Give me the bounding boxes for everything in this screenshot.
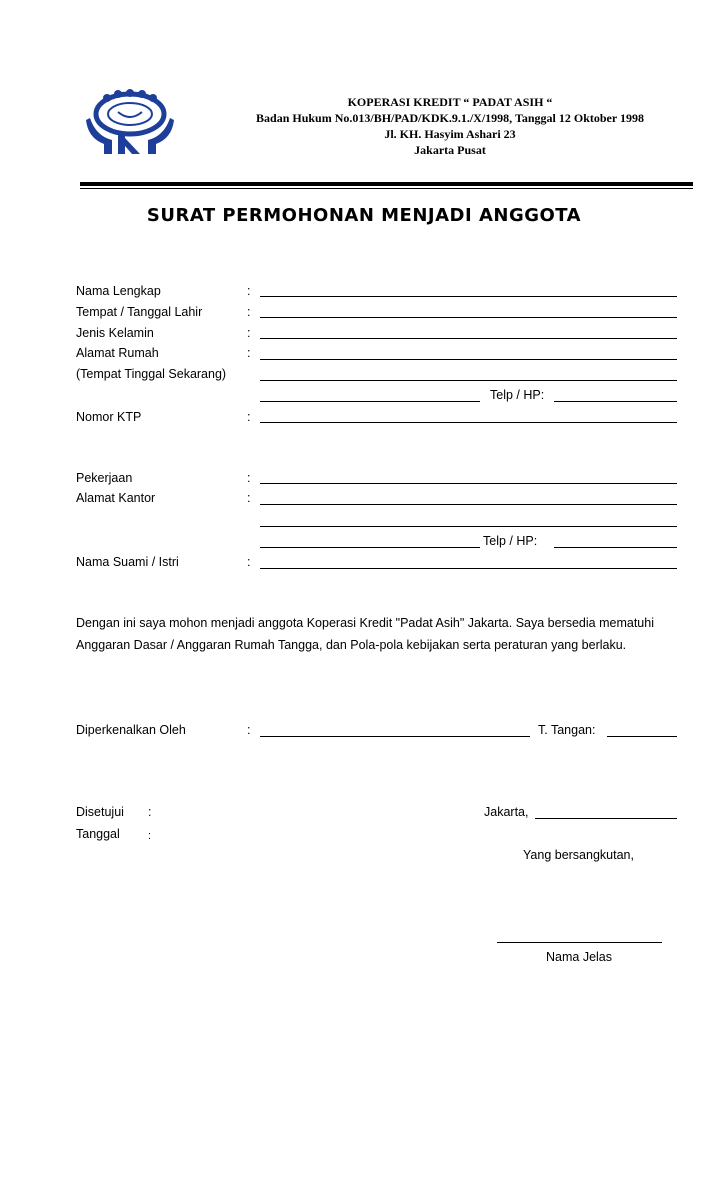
label-nama-jelas: Nama Jelas	[546, 950, 612, 964]
label-jakarta: Jakarta,	[484, 805, 529, 819]
colon: :	[247, 723, 251, 737]
input-line-tanda-tangan[interactable]	[607, 736, 677, 737]
label-diperkenalkan-oleh: Diperkenalkan Oleh	[76, 723, 186, 737]
cooperative-logo	[82, 88, 178, 158]
logo-emblem-icon	[82, 88, 178, 158]
label-tempat-tanggal-lahir: Tempat / Tanggal Lahir	[76, 305, 203, 319]
input-line-nomor-ktp[interactable]	[260, 422, 677, 423]
input-line-alamat-kantor[interactable]	[260, 504, 677, 505]
header-divider-thick	[80, 182, 693, 186]
signature-line[interactable]	[497, 942, 662, 943]
label-tanda-tangan: T. Tangan:	[538, 723, 596, 737]
org-name: KOPERASI KREDIT “ PADAT ASIH “	[347, 95, 553, 109]
label-tempat-tinggal: (Tempat Tinggal Sekarang)	[76, 367, 227, 381]
input-line-tempat-tanggal-lahir[interactable]	[260, 317, 677, 318]
street-address: Jl. KH. Hasyim Ashari 23	[384, 127, 516, 141]
input-line-alamat-rumah-2[interactable]	[260, 380, 677, 381]
input-line-nama-lengkap[interactable]	[260, 296, 677, 297]
input-line-alamat-kantor-3[interactable]	[260, 547, 480, 548]
input-line-jenis-kelamin[interactable]	[260, 338, 677, 339]
input-line-nama-suami-istri[interactable]	[260, 568, 677, 569]
city: Jakarta Pusat	[414, 143, 486, 157]
label-alamat-rumah: Alamat Rumah	[76, 346, 159, 360]
colon: :	[148, 830, 152, 842]
label-nama-suami-istri: Nama Suami / Istri	[76, 555, 179, 569]
label-nomor-ktp: Nomor KTP	[76, 410, 142, 424]
input-line-telp-hp-kantor[interactable]	[554, 547, 677, 548]
input-line-alamat-rumah[interactable]	[260, 359, 677, 360]
colon: :	[247, 410, 251, 424]
label-tanggal: Tanggal	[76, 827, 120, 841]
label-alamat-kantor: Alamat Kantor	[76, 491, 156, 505]
colon: :	[148, 805, 152, 819]
label-nama-lengkap: Nama Lengkap	[76, 284, 161, 298]
input-line-alamat-kantor-2[interactable]	[260, 526, 677, 527]
legal-registration: Badan Hukum No.013/BH/PAD/KDK.9.1./X/1998, Tanggal 12 Oktober 1998	[256, 111, 644, 125]
label-telp-hp-kantor: Telp / HP:	[483, 534, 538, 548]
header-divider-thin	[80, 188, 693, 189]
colon: :	[247, 491, 251, 505]
document-title: SURAT PERMOHONAN MENJADI ANGGOTA	[146, 205, 582, 226]
colon: :	[247, 326, 251, 340]
input-line-diperkenalkan-oleh[interactable]	[260, 736, 530, 737]
colon: :	[247, 471, 251, 485]
input-line-pekerjaan[interactable]	[260, 483, 677, 484]
label-yang-bersangkutan: Yang bersangkutan,	[523, 848, 634, 862]
statement-paragraph: Dengan ini saya mohon menjadi anggota Koperasi Kredit "Padat Asih" Jakarta. Saya bersedia mematuhi Anggaran Dasar / Anggaran Rumah Tangga, dan Pola-pola kebijakan serta peraturan yang berlaku.	[76, 616, 654, 652]
colon: :	[247, 346, 251, 360]
input-line-alamat-rumah-3[interactable]	[260, 401, 480, 402]
colon: :	[247, 284, 251, 298]
colon: :	[247, 305, 251, 319]
label-disetujui: Disetujui	[76, 805, 124, 819]
colon: :	[247, 555, 251, 569]
input-line-tanggal-surat[interactable]	[535, 818, 677, 819]
input-line-telp-hp-rumah[interactable]	[554, 401, 677, 402]
label-pekerjaan: Pekerjaan	[76, 471, 133, 485]
label-jenis-kelamin: Jenis Kelamin	[76, 326, 154, 340]
label-telp-hp-rumah: Telp / HP:	[490, 388, 545, 402]
